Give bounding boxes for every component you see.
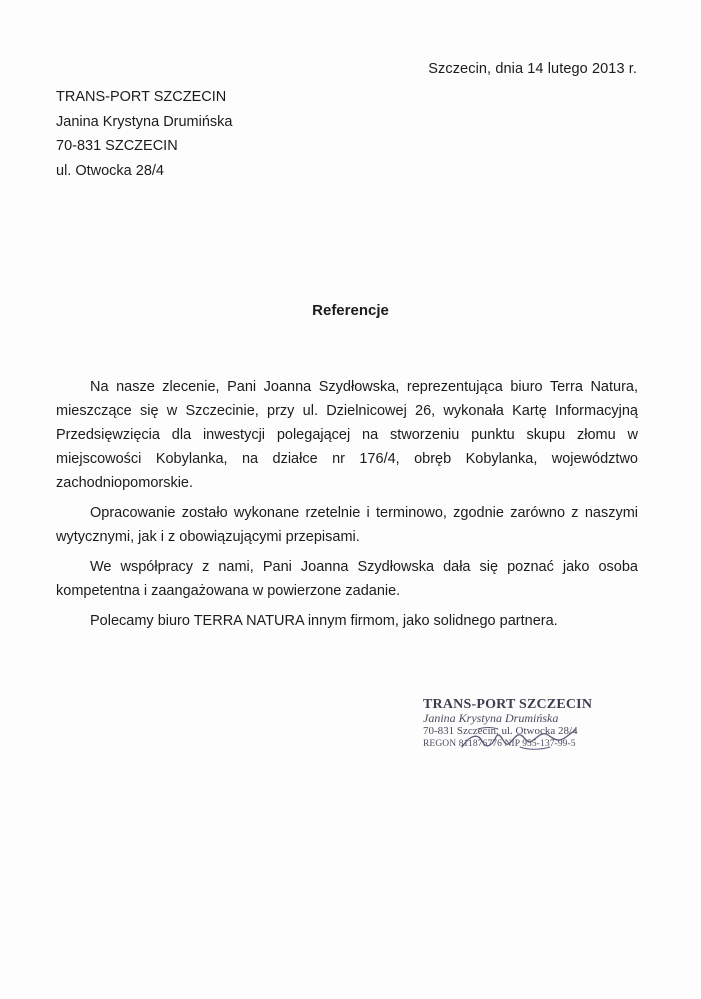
- stamp-company-name: TRANS-PORT SZCZECIN: [423, 697, 593, 712]
- body-paragraph: Na nasze zlecenie, Pani Joanna Szydłowska, reprezentująca biuro Terra Natura, mieszczące się w Szczecinie, przy ul. Dzielnicowej 26, wykonała Kartę Informacyjną Przedsięwzięcia dla inwestycji polegającej na stworzeniu punktu skupu złomu w miejscowości Kobylanka, na działce nr 176/4, obręb Kobylanka, województwo zachodniopomorskie.: [56, 379, 638, 491]
- sender-postal: 70-831 SZCZECIN: [56, 138, 178, 154]
- letter-body: [56, 375, 638, 633]
- sender-person: Janina Krystyna Drumińska: [56, 113, 233, 130]
- date-line: Szczecin, dnia 14 lutego 2013 r.: [428, 61, 637, 77]
- sender-address-block: [56, 85, 233, 183]
- letter-title: Referencje: [312, 302, 389, 319]
- sender-street: ul. Otwocka 28/4: [56, 162, 164, 179]
- stamp-regon: REGON 811876776 NIP 955-137-99-5: [423, 739, 576, 749]
- stamp-address: 70-831 Szczecin, ul. Otwocka 28/4: [423, 725, 578, 737]
- body-paragraph: Opracowanie zostało wykonane rzetelnie i terminowo, zgodnie zarówno z naszymi wytycznymi, jak i z obowiązującymi przepisami.: [56, 505, 638, 545]
- body-paragraph: Polecamy biuro TERRA NATURA innym firmom, jako solidnego partnera.: [90, 613, 558, 629]
- stamp-person: Janina Krystyna Drumińska: [423, 711, 559, 725]
- body-paragraph: We współpracy z nami, Pani Joanna Szydłowska dała się poznać jako osoba kompetentna i zaangażowana w powierzone zadanie.: [56, 559, 638, 599]
- sender-company: TRANS-PORT SZCZECIN: [56, 89, 227, 105]
- company-stamp: [423, 697, 593, 757]
